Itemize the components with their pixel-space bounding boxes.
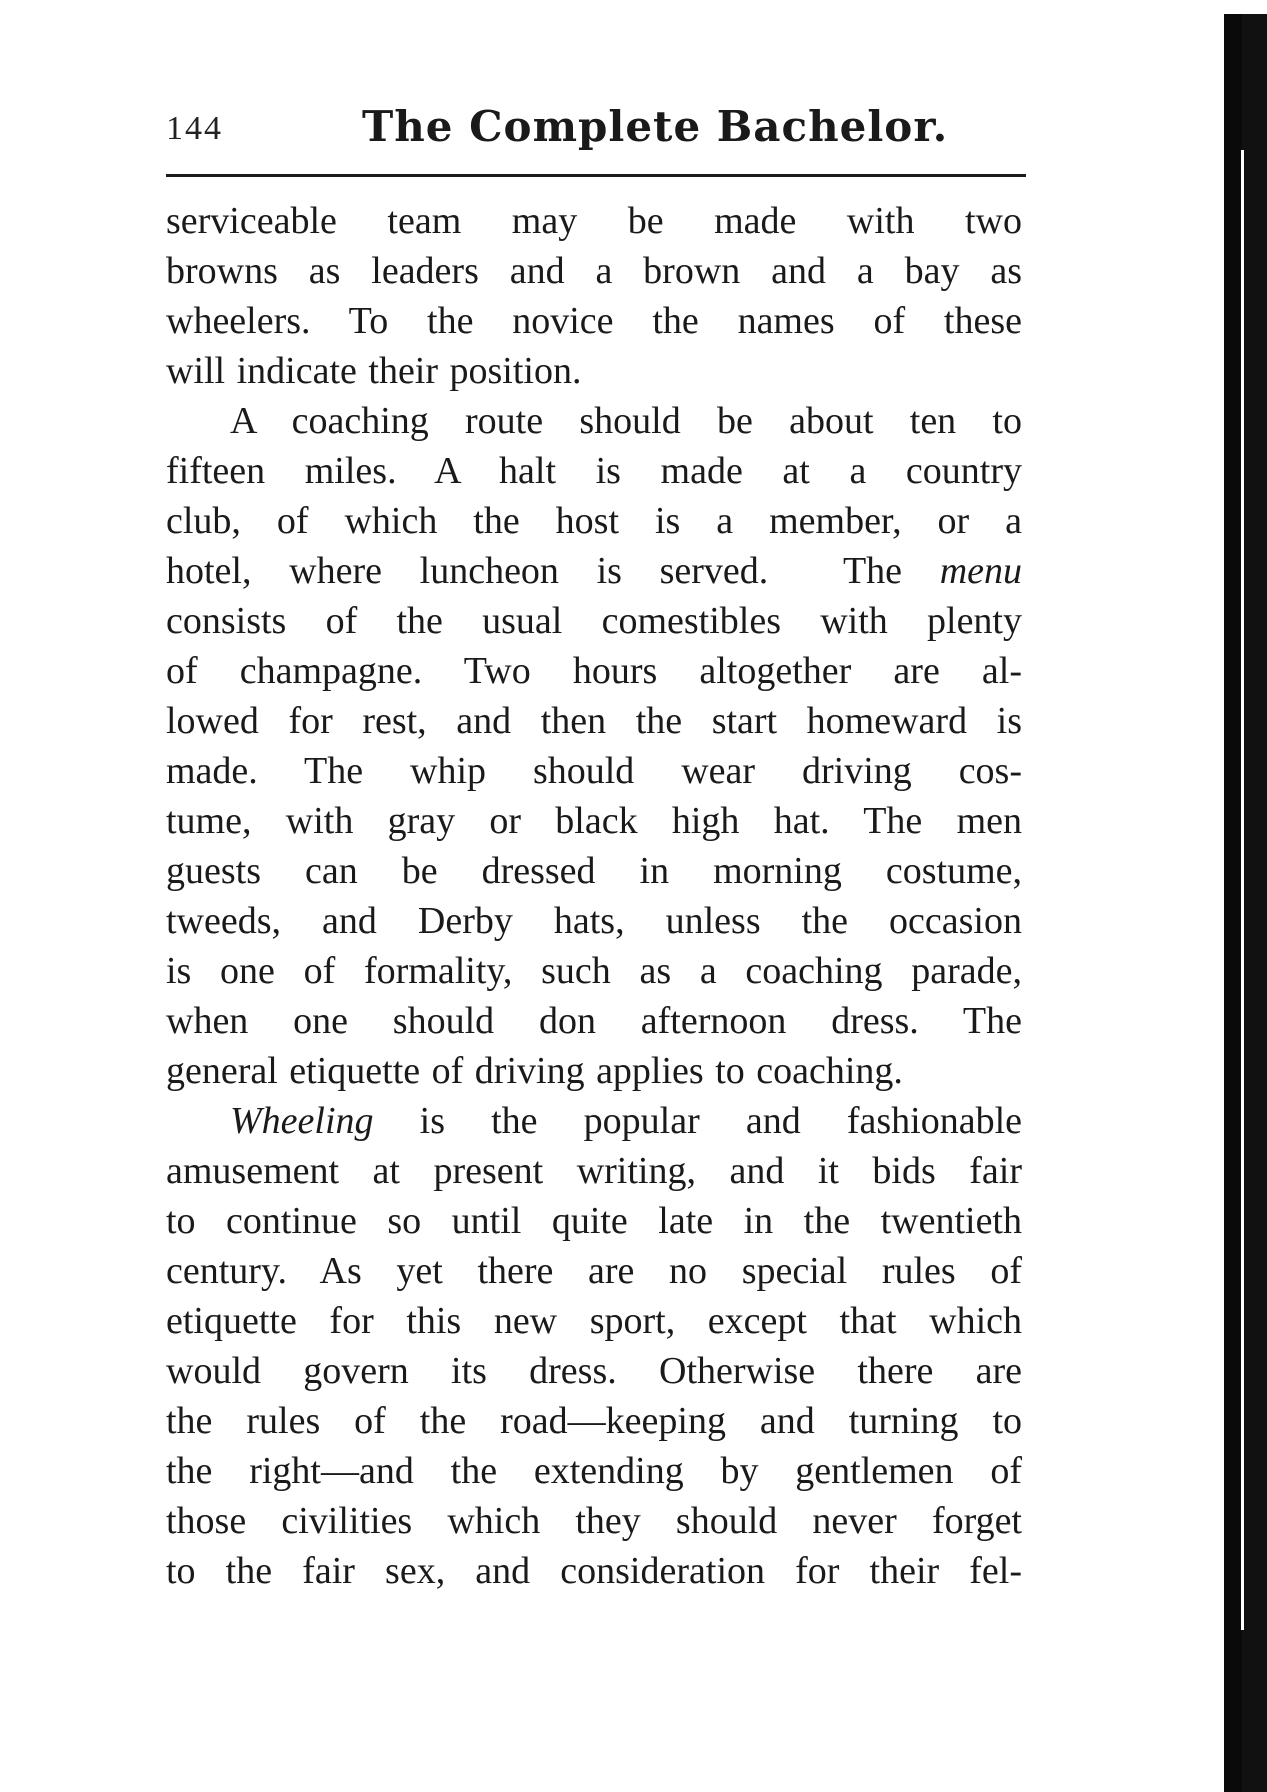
text-line: tweeds, and Derby hats, unless the occasion <box>166 900 1022 942</box>
text-line: lowed for rest, and then the start homeward is <box>166 700 1022 742</box>
text-line: is one of formality, such as a coaching parade, <box>166 950 1022 992</box>
text-line: the right—and the extending by gentlemen of <box>166 1450 1022 1492</box>
italic-word-wheeling: Wheeling <box>230 1100 374 1142</box>
text-line: club, of which the host is a member, or a <box>166 500 1022 542</box>
text-line: would govern its dress. Otherwise there are <box>166 1350 1022 1392</box>
text-line: will indicate their position. <box>166 350 582 392</box>
text-line: when one should don afternoon dress. The <box>166 1000 1022 1042</box>
scan-binding-edge-inner <box>1242 14 1267 1792</box>
text-line: century. As yet there are no special rules of <box>166 1250 1022 1292</box>
page-number: 144 <box>166 110 223 147</box>
scan-binding-gap <box>1241 150 1244 1630</box>
text-line: guests can be dressed in morning costume, <box>166 850 1022 892</box>
text-line: to continue so until quite late in the twentieth <box>166 1200 1022 1242</box>
text-line: serviceable team may be made with two <box>166 200 1022 242</box>
text-line: of champagne. Two hours altogether are al- <box>166 650 1022 692</box>
text-line: to the fair sex, and consideration for their fel- <box>166 1550 1022 1592</box>
page-header <box>166 96 1024 160</box>
text-line: amusement at present writing, and it bids fair <box>166 1150 1022 1192</box>
text-segment: hotel, where luncheon is served. The <box>166 550 940 592</box>
text-line: general etiquette of driving applies to coaching. <box>166 1050 903 1092</box>
text-line: the rules of the road—keeping and turning to <box>166 1400 1022 1442</box>
text-line: browns as leaders and a brown and a bay as <box>166 250 1022 292</box>
running-title: The Complete Bachelor. <box>362 102 949 151</box>
text-line: those civilities which they should never forget <box>166 1500 1022 1542</box>
text-line: wheelers. To the novice the names of these <box>166 300 1022 342</box>
text-line <box>166 1096 1022 1146</box>
text-line: tume, with gray or black high hat. The men <box>166 800 1022 842</box>
text-segment: is the popular and fashionable <box>373 1100 1022 1142</box>
italic-word-menu: menu <box>939 550 1022 592</box>
body-text <box>166 196 1022 1596</box>
text-line: etiquette for this new sport, except that which <box>166 1300 1022 1342</box>
text-line: made. The whip should wear driving cos- <box>166 750 1022 792</box>
text-line <box>166 546 1022 596</box>
text-line: fifteen miles. A halt is made at a country <box>166 450 1022 492</box>
text-line: consists of the usual comestibles with plenty <box>166 600 1022 642</box>
text-line: A coaching route should be about ten to <box>230 400 1022 442</box>
header-rule <box>166 174 1026 177</box>
